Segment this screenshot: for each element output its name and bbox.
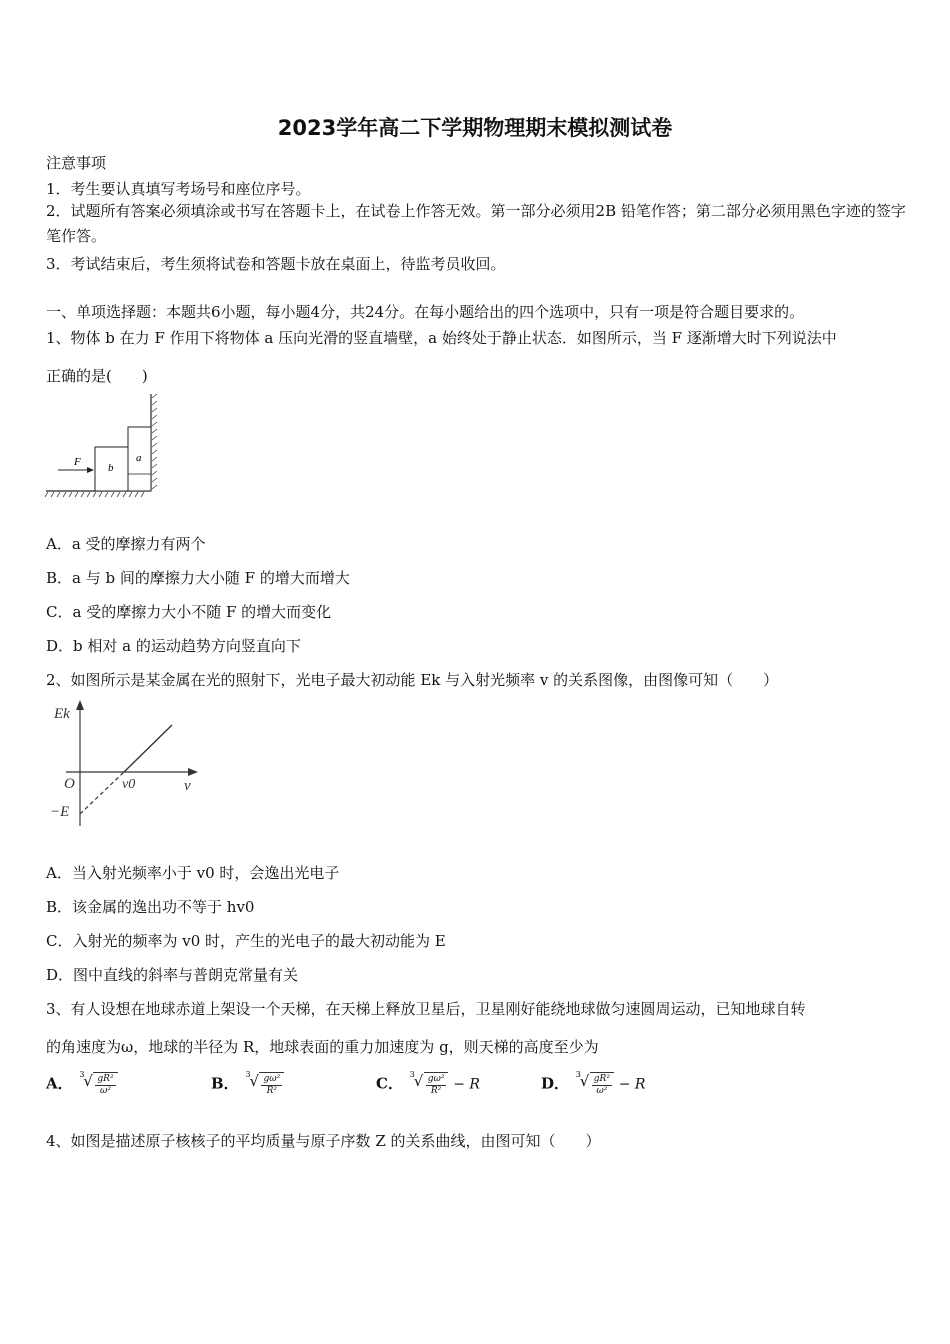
fraction-denominator: R² <box>266 1086 278 1096</box>
block-b-label: b <box>108 462 114 474</box>
option-label: A． <box>46 1074 73 1093</box>
q2-option-c: C．入射光的频率为 v0 时，产生的光电子的最大初动能为 E <box>46 932 446 950</box>
q2-option-a: A．当入射光频率小于 v0 时，会逸出光电子 <box>46 864 340 882</box>
q2-figure <box>46 698 206 833</box>
option-label: B． <box>211 1074 239 1093</box>
q1-option-c: C．a 受的摩擦力大小不随 F 的增大而变化 <box>46 603 332 621</box>
option-label: C． <box>376 1074 403 1093</box>
notice-item: 3．考试结束后，考生须将试卷和答题卡放在桌面上，待监考员收回。 <box>46 255 506 273</box>
fraction-denominator: R² <box>430 1086 442 1096</box>
fraction-numerator: gω² <box>263 1074 281 1084</box>
origin-label: O <box>64 776 75 792</box>
x-axis-label: v <box>184 778 191 794</box>
option-tail: − R <box>618 1076 646 1093</box>
fraction-denominator: ω² <box>100 1086 111 1096</box>
cube-root: 3 √ $\frac{\text{gR²}}{\text{ω²}}$ <box>77 1072 117 1097</box>
notice-heading: 注意事项 <box>46 154 107 172</box>
fraction-numerator: gR² <box>593 1074 610 1084</box>
q4-stem: 4、如图是描述原子核核子的平均质量与原子序数 Z 的关系曲线，由图可知（ ） <box>46 1132 601 1150</box>
y-axis-label: Ek <box>54 706 70 722</box>
block-a-label: a <box>136 452 142 464</box>
graph-line <box>124 725 172 772</box>
cube-root: 3 √ $\frac{\text{gR²}}{\text{ω²}}$ <box>574 1072 614 1097</box>
page-title: 2023学年高二下学期物理期末模拟测试卷 <box>277 116 673 140</box>
q2-option-b: B．该金属的逸出功不等于 hv0 <box>46 898 255 916</box>
fraction-numerator: gR² <box>97 1074 114 1084</box>
q2-option-d: D．图中直线的斜率与普朗克常量有关 <box>46 966 299 984</box>
cube-root: 3 √ $\frac{\text{gω²}}{\text{R²}}$ <box>243 1072 284 1097</box>
q1-stem: 1、物体 b 在力 F 作用下将物体 a 压向光滑的竖直墙壁，a 始终处于静止状态．如图所示，当 F 逐渐增大时下列说法中 <box>46 329 837 347</box>
q2-stem: 2、如图所示是某金属在光的照射下，光电子最大初动能 Ek 与入射光频率 v 的关系图像，由图像可知（ ） <box>46 671 779 689</box>
option-label: D． <box>541 1074 570 1093</box>
q3-option-b <box>211 1072 284 1097</box>
q3-stem: 3、有人设想在地球赤道上架设一个天梯，在天梯上释放卫星后，卫星刚好能绕地球做匀速圆周运动，已知地球自转 <box>46 1000 806 1018</box>
cube-root: 3 √ $\frac{\text{gω²}}{\text{R²}}$ <box>408 1072 449 1097</box>
option-tail: − R <box>453 1076 480 1093</box>
q1-option-d: D．b 相对 a 的运动趋势方向竖直向下 <box>46 637 301 655</box>
q1-figure <box>44 392 160 500</box>
fraction-denominator: ω² <box>596 1086 608 1096</box>
q3-option-a <box>46 1072 118 1097</box>
fraction-numerator: gω² <box>427 1074 445 1084</box>
q3-option-c <box>376 1072 480 1097</box>
section-heading: 一、单项选择题：本题共6小题，每小题4分，共24分。在每小题给出的四个选项中，只有一项是符合题目要求的。 <box>46 303 805 321</box>
q3-option-d <box>541 1072 645 1097</box>
q1-stem: 正确的是( ) <box>46 367 148 385</box>
q1-option-a: A．a 受的摩擦力有两个 <box>46 535 206 553</box>
graph-extension <box>80 772 124 814</box>
notice-item: 2．试题所有答案必须填涂或书写在答题卡上，在试卷上作答无效。第一部分必须用2B 铅笔作答；第二部分必须用黑色字迹的签字笔作答。 <box>46 202 906 245</box>
q1-option-b: B．a 与 b 间的摩擦力大小随 F 的增大而增大 <box>46 569 350 587</box>
q3-stem: 的角速度为ω，地球的半径为 R，地球表面的重力加速度为 g，则天梯的高度至少为 <box>46 1038 599 1056</box>
y-intercept-label: −E <box>50 804 70 820</box>
notice-item: 1．考生要认真填写考场号和座位序号。 <box>46 180 311 198</box>
x-intercept-label: v0 <box>122 777 136 792</box>
force-label: F <box>74 456 81 468</box>
